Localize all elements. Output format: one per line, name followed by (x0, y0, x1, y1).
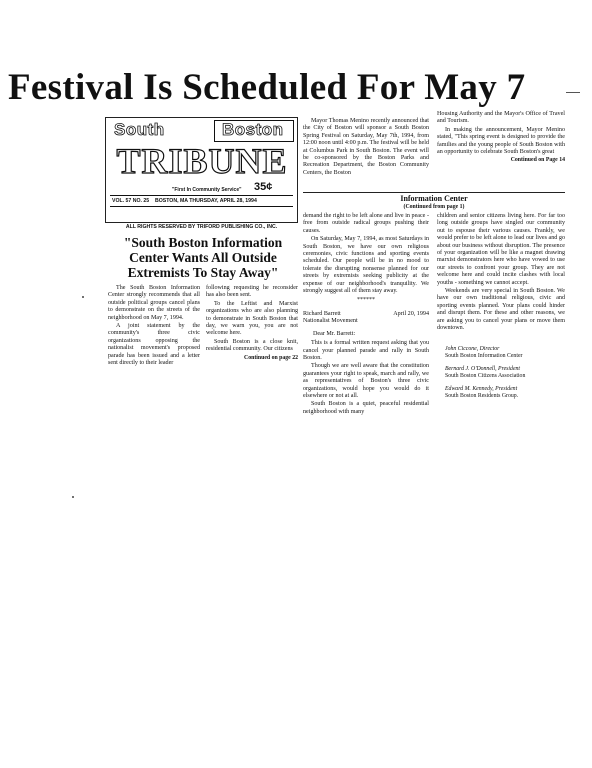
masthead-rule-2 (110, 206, 293, 207)
story2-title: "South Boston Information Center Wants All Outside Extremists To Stay Away" (123, 235, 283, 280)
letter-date: April 20, 1994 (393, 310, 429, 317)
headline: Festival Is Scheduled For May 7 (8, 67, 526, 108)
masthead-vol: VOL. 57 NO. 25 (112, 198, 150, 204)
story2-continued: Continued on page 22 (244, 354, 298, 361)
paragraph: This is a formal written request asking that you cancel your planned parade and rally in South Boston. (303, 340, 429, 361)
info-center-column-1 (303, 213, 429, 417)
paragraph: demand the right to be left alone and live in peace - free from outside radical groups pushing their causes. (303, 213, 429, 234)
margin-dash (566, 92, 580, 93)
signature-org: South Boston Residents Group. (445, 392, 519, 399)
paragraph: following requesting he reconsider has also been sent. (206, 285, 298, 299)
masthead-city-left: South (114, 120, 165, 139)
letter-header (303, 311, 429, 318)
paragraph: Housing Authority and the Mayor's Office of Travel and Tourism. (437, 111, 565, 125)
section-rule (303, 192, 565, 193)
scan-speck (72, 496, 74, 498)
masthead-rights: ALL RIGHTS RESERVED BY TRIFORD PUBLISHING CO., INC. (125, 224, 278, 230)
masthead-tagline: "First In Community Service" (172, 187, 242, 193)
masthead-city-right: Boston (222, 120, 284, 139)
info-center-title: Information Center (400, 194, 468, 203)
story2-column-2 (206, 285, 298, 362)
masthead-price: 35¢ (254, 181, 273, 193)
story1-continued: Continued on Page 14 (510, 157, 565, 164)
story2-column-1 (108, 285, 200, 368)
story1-column-1 (303, 118, 429, 178)
letter-salutation: Dear Mr. Barrett: (313, 330, 356, 337)
signature-name: Bernard J. O'Donnell, President (445, 365, 521, 372)
masthead-dateline: BOSTON, MA THURSDAY, APRIL 28, 1994 (154, 198, 257, 204)
signature-block (445, 386, 565, 400)
paragraph: To the Leftist and Marxist organizations who are also planning to demonstrate in South Boston that day, we warn you, you are not welcome here. (206, 300, 298, 337)
paragraph: children and senior citizens living here. For far too long outside groups have singled our community out to espouse their various causes. Frankly, we would prefer to be left alone to lead our lives and go about our business without disruption. The presence of your organization will be like a magnet drawing marxist demonstrators here who have vowed to use our streets to confront your group. They are not welcome here and could incite clashes with local youths - something we cannot accept. (437, 213, 565, 286)
letter-org: Nationalist Movement (303, 318, 358, 325)
story1-column-2 (437, 111, 565, 165)
stars-divider: ****** (357, 297, 375, 304)
paragraph: South Boston is a close knit, residential community. Our citizens (206, 338, 298, 353)
letter-from: Richard Barrett (303, 310, 341, 317)
info-center-column-2 (437, 213, 565, 400)
paragraph: Mayor Thomas Menino recently announced that the City of Boston will sponsor a South Boston Spring Festival on Saturday, May 7th, 1994, from 12:00 noon until 4:00 p.m. The festival will be held at Columbus Park in South Boston. The event will be co-sponsored by the Boston Parks and Recreation Department, the Boston Community Centers, the Boston (303, 118, 429, 176)
signature-block (445, 346, 565, 360)
masthead-volume (112, 198, 257, 204)
signature-name: Edward M. Kennedy, President (445, 385, 518, 392)
paragraph: Weekends are very special in South Boston. We have our own traditional religious, civic and sporting events planned. Your plans could hinder and disrupt them. For these and other reasons, we are asking you to cancel your plans or move them downtown. (437, 288, 565, 332)
signature-name: John Ciccone, Director (445, 345, 500, 352)
paragraph: Though we are well aware that the constitution guarantees your right to speak, march and rally, we as representatives of Boston's three civic organizations, would hope you would do it elsewhere or not at all. (303, 363, 429, 399)
signature-org: South Boston Citizens Association (445, 372, 526, 379)
masthead-rule (110, 195, 293, 196)
signature-block (445, 366, 565, 380)
info-center-subtitle: (Continued from page 1) (403, 204, 465, 210)
paragraph: The South Boston Information Center strongly recommends that all outside political groups cancel plans to demonstrate on the streets of the neighborhood on May 7, 1994. (108, 285, 200, 321)
paragraph: South Boston is a quiet, peaceful residential neighborhood with many (303, 401, 429, 415)
masthead-name: TRIBUNE (116, 141, 288, 181)
scan-speck (82, 296, 84, 298)
paragraph: In making the announcement, Mayor Menino stated, "This spring event is designed to provide the families and the young people of South Boston with an opportunity to celebrate South Boston's great (437, 126, 565, 156)
paragraph: On Saturday, May 7, 1994, as most Saturdays in South Boston, we have our own religious ceremonies, civic functions and sporting events scheduled. Our people will be in no mood to tolerate the disrupting nonsense planned for our streets by extremists seeking publicity at the expense of our neighborhood's tranquility. We strongly suggest all of them stay away. (303, 236, 429, 295)
masthead (105, 117, 298, 230)
paragraph: A joint statement by the community's three civic organizations opposing the nationalist movement's proposed parade has been issued and a letter sent directly to their leader (108, 323, 200, 367)
signature-org: South Boston Information Center (445, 352, 523, 359)
